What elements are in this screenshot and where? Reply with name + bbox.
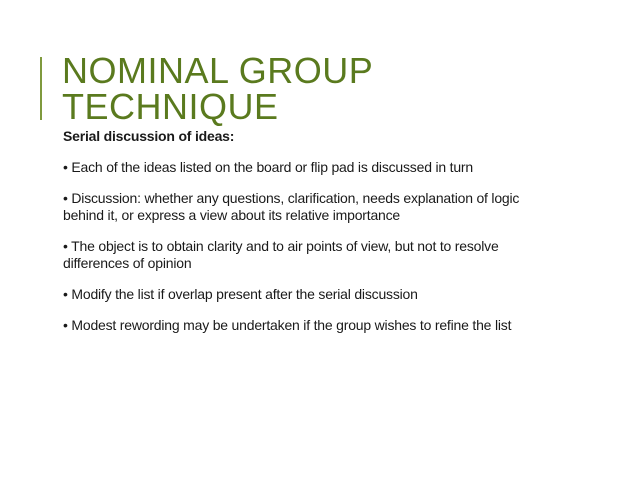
- bullet-list: [63, 159, 543, 334]
- bullet-item-1: • Each of the ideas listed on the board or flip pad is discussed in turn: [63, 159, 473, 175]
- bullet-item-5: • Modest rewording may be undertaken if the group wishes to refine the list: [63, 317, 512, 333]
- slide-title-line-1: NOMINAL GROUP: [62, 50, 374, 91]
- bullet-item-4: • Modify the list if overlap present after the serial discussion: [63, 286, 418, 302]
- bullet-item-3: • The object is to obtain clarity and to air points of view, but not to resolve differences of opinion: [63, 238, 499, 271]
- slide-title: [62, 50, 374, 127]
- bullet-item-2: • Discussion: whether any questions, clarification, needs explanation of logic behind it, or express a view about its relative importance: [63, 190, 520, 223]
- section-subheading: Serial discussion of ideas:: [63, 128, 235, 144]
- title-accent-bar: [40, 57, 42, 120]
- slide-body: [63, 128, 543, 348]
- slide-title-line-2: TECHNIQUE: [62, 86, 279, 127]
